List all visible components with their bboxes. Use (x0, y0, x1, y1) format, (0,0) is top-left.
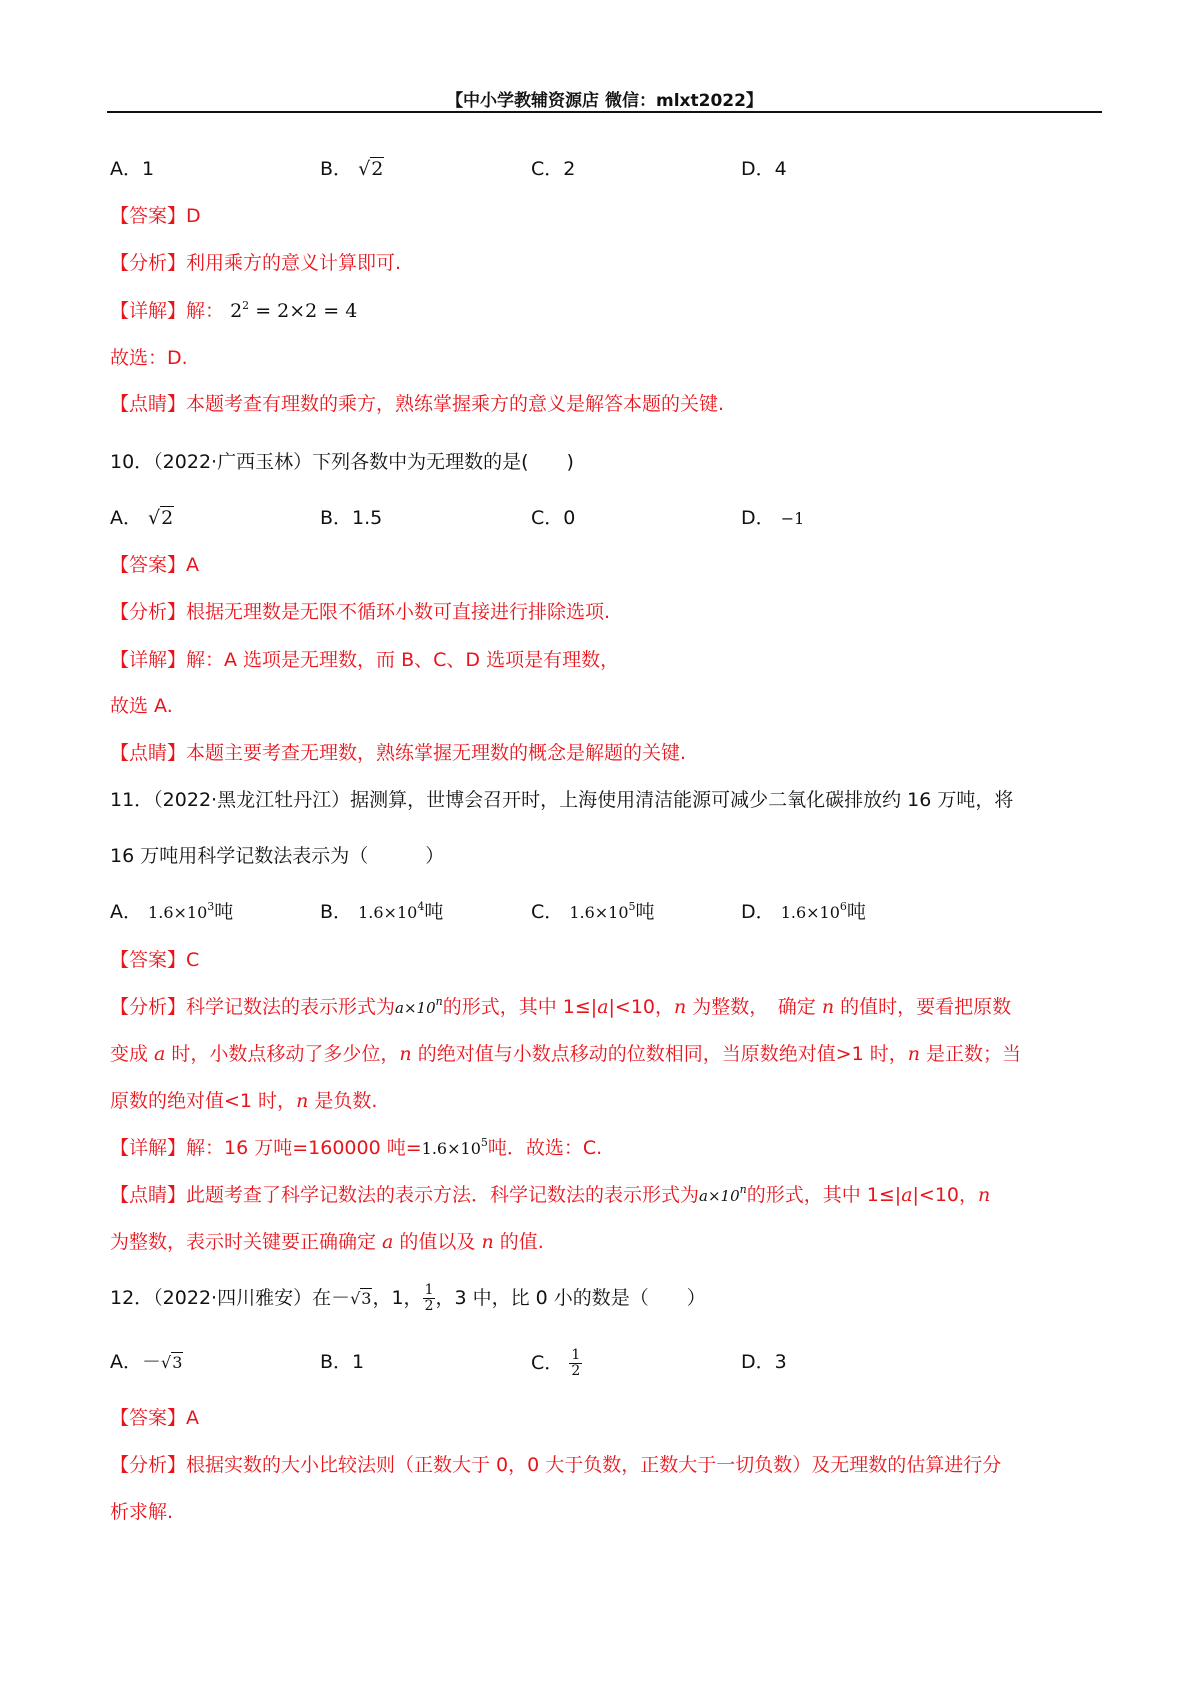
q10-comment: 【点睛】本题主要考查无理数，熟练掌握无理数的概念是解题的关键. (110, 742, 687, 764)
q9-detail: 【详解】解： $2^2 = 2\times 2 = 4$ (110, 299, 358, 322)
q9-conclusion: 故选：D. (110, 347, 188, 369)
q10-conclusion: 故选 A. (110, 695, 173, 717)
q9-option-a: A．1 (110, 158, 155, 180)
q11-option-d: D． $1.6\times 10^6$吨 (741, 900, 866, 923)
q12-option-a: A．－√3 (110, 1351, 183, 1373)
page-header: 【中小学教辅资源店 微信：mlxt2022】 (446, 91, 763, 111)
q10-detail: 【详解】解：A 选项是无理数，而 B、C、D 选项是有理数， (110, 649, 620, 671)
q9-option-d: D．4 (741, 158, 787, 180)
q9-option-c: C．2 (531, 158, 576, 180)
q10-option-d: D． −1 (741, 507, 805, 529)
q10-option-b: B．1.5 (320, 507, 383, 529)
q12-answer: 【答案】A (110, 1407, 200, 1429)
q11-analysis-line3: 原数的绝对值<1 时，n 是负数. (110, 1090, 378, 1112)
q12-option-b: B．1 (320, 1351, 365, 1373)
q11-stem-line1: 11．（2022·黑龙江牡丹江）据测算，世博会召开时，上海使用清洁能源可减少二氧化碳排放约 16 万吨，将 (110, 789, 1014, 811)
q12-option-d: D．3 (741, 1351, 787, 1373)
q10-analysis: 【分析】根据无理数是无限不循环小数可直接进行排除选项. (110, 601, 611, 623)
q12-analysis-line1: 【分析】根据实数的大小比较法则（正数大于 0，0 大于负数，正数大于一切负数）及无理数的估算进行分 (110, 1454, 1002, 1476)
q10-stem: 10．（2022·广西玉林）下列各数中为无理数的是( ) (110, 451, 574, 473)
q9-option-b: B． √2 (320, 158, 384, 180)
q11-analysis-line1: 【分析】科学记数法的表示形式为$a\times 10^n$的形式，其中 1≤|a|<10，n 为整数， 确定 n 的值时，要看把原数 (110, 995, 1012, 1018)
q11-option-a: A． $1.6\times 10^3$吨 (110, 900, 234, 923)
q12-option-c: C． $\frac{1}{2}$ (531, 1347, 581, 1379)
q11-option-b: B． $1.6\times 10^4$吨 (320, 900, 444, 923)
q11-comment-line1: 【点睛】此题考查了科学记数法的表示方法．科学记数法的表示形式为$a\times 10^n$的形式，其中 1≤|a|<10，n (110, 1183, 991, 1206)
q11-analysis-line2: 变成 a 时，小数点移动了多少位，n 的绝对值与小数点移动的位数相同，当原数绝对值>1 时，n 是正数；当 (110, 1043, 1022, 1065)
q11-answer: 【答案】C (110, 949, 200, 971)
q11-comment-line2: 为整数，表示时关键要正确确定 a 的值以及 n 的值. (110, 1231, 544, 1253)
q11-detail: 【详解】解：16 万吨=160000 吨$=1.6\times 10^5$吨．故选：C. (110, 1136, 603, 1159)
q11-option-c: C． $1.6\times 10^5$吨 (531, 900, 655, 923)
q10-option-a: A． √2 (110, 507, 174, 529)
q11-stem-line2: 16 万吨用科学记数法表示为（ ） (110, 845, 445, 867)
q12-stem: 12．（2022·四川雅安）在－√3，1， $\frac{1}{2}$ ，3 中，比 0 小的数是（ ） (110, 1282, 706, 1314)
q12-analysis-line2: 析求解. (110, 1501, 174, 1523)
q9-comment: 【点睛】本题考查有理数的乘方，熟练掌握乘方的意义是解答本题的关键. (110, 393, 725, 415)
header-divider (107, 111, 1102, 113)
q9-analysis: 【分析】利用乘方的意义计算即可. (110, 252, 402, 274)
q10-option-c: C．0 (531, 507, 576, 529)
q9-answer: 【答案】D (110, 205, 201, 227)
q10-answer: 【答案】A (110, 554, 200, 576)
